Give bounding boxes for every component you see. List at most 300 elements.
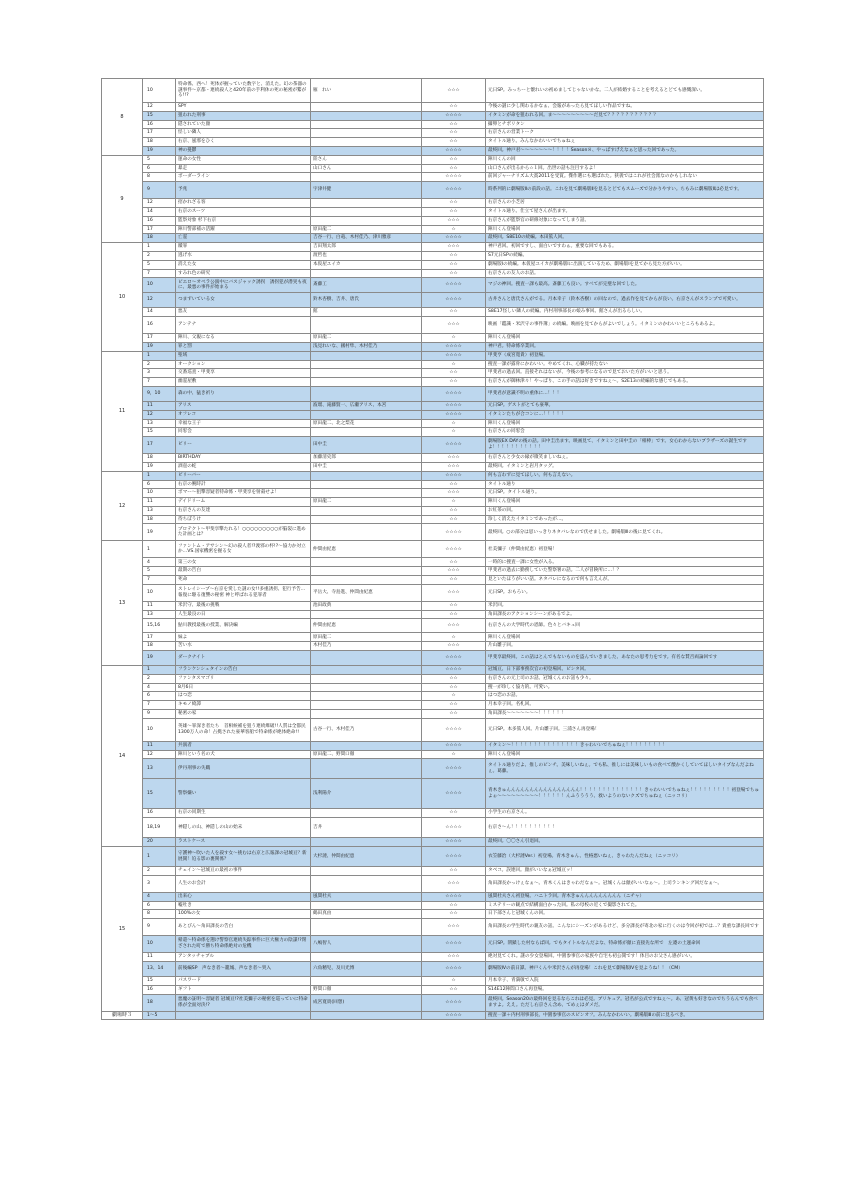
rating-stars-cell: ☆☆☆☆ [422, 838, 486, 847]
guest-cell [311, 386, 422, 401]
rating-stars-cell: ☆☆ [422, 378, 486, 387]
episode-number-cell: 12 [143, 410, 176, 419]
comment-cell: 時系列的に劇場版Ⅱの前段の話。これを見て劇場版Ⅱを見るとどてもスムーズで分かりやすい。ちもみに劇場版Ⅱは必見です。 [486, 182, 764, 199]
guest-cell [311, 710, 422, 719]
episode-title-cell: 8月6日 [176, 683, 311, 692]
episode-number-cell: 5 [143, 155, 176, 164]
rating-stars-cell: ☆☆☆☆ [422, 718, 486, 741]
episode-row [102, 182, 764, 199]
episode-title-cell: プロテクト〜甲斐享撃たれる！○○○○○○○○○が脳裂に進めた計画とは？ [176, 524, 311, 541]
guest-cell [311, 701, 422, 710]
episode-row [102, 293, 764, 308]
guest-cell [311, 111, 422, 120]
episode-title-cell: オフレコ [176, 410, 311, 419]
comment-cell: 角田課長かっけぇなぁ〜。青木くんはきゃわだなぁ〜。冠城くんは顔がいいなぁ〜。上司ランキング回だなぁ〜。 [486, 875, 764, 892]
episode-row [102, 251, 764, 260]
rating-stars-cell: ☆☆☆☆ [422, 818, 486, 838]
rating-stars-cell: ☆☆☆☆ [422, 524, 486, 541]
episode-row [102, 901, 764, 910]
rating-stars-cell: ☆☆☆☆ [422, 146, 486, 155]
episode-number-cell: 17 [143, 633, 176, 642]
guest-cell [311, 919, 422, 936]
comment-cell: はつ恋のお話。 [486, 692, 764, 701]
comment-cell: タイトル通りだよ、推しのピンチ。美味しいねぇ。でも私、推しには美味しいもの食べて酸かくしていてほしいタイプなんだよねぇ。葛藤。 [486, 759, 764, 779]
guest-cell: 池田政典 [311, 601, 422, 610]
episode-row [102, 120, 764, 129]
episode-row [102, 138, 764, 147]
rating-stars-cell: ☆☆ [422, 164, 486, 173]
episode-row [102, 962, 764, 977]
episode-row [102, 750, 764, 759]
episode-row [102, 936, 764, 953]
episode-title-cell: ピエロ〜オペラ公演中にバスジャック誘拐 誘拐犯が潜実も夜に、最悪の事件が始まる [176, 278, 311, 293]
comment-cell: 右京さんが監察官の研修対象になってしまう話。 [486, 216, 764, 225]
episode-row [102, 674, 764, 683]
guest-cell [311, 103, 422, 112]
episode-row [102, 278, 764, 293]
episode-title-cell: BIRTHDAY [176, 454, 311, 463]
rating-stars-cell: ☆☆☆☆ [422, 342, 486, 351]
episode-number-cell: 18,19 [143, 818, 176, 838]
rating-stars-cell: ☆☆ [422, 576, 486, 585]
episode-title-cell: 怪しい隣人 [176, 129, 311, 138]
rating-stars-cell: ☆☆☆ [422, 489, 486, 498]
guest-cell [311, 120, 422, 129]
episode-row [102, 369, 764, 378]
episode-number-cell: 5 [143, 567, 176, 576]
comment-cell: 最終回。S8E10の続編。本田篤人回。 [486, 234, 764, 243]
episode-row [102, 378, 764, 387]
episode-title-cell: 悪友 [176, 308, 311, 317]
episode-row [102, 129, 764, 138]
rating-stars-cell: ☆☆☆☆ [422, 759, 486, 779]
episode-number-cell: 17 [143, 437, 176, 454]
episode-number-cell: 8 [143, 910, 176, 919]
episode-number-cell: 9 [143, 919, 176, 936]
episode-number-cell: 19 [143, 524, 176, 541]
comment-cell: 絶対見てくれ。謎の少女登場回。中園参事官の家族や自宅も初公開です！体目のお父さん感がいい。 [486, 953, 764, 962]
episode-row [102, 498, 764, 507]
episode-number-cell: 18 [143, 642, 176, 651]
episode-row [102, 651, 764, 666]
episode-number-cell: 12 [143, 103, 176, 112]
comment-cell: 日下部さんと冠城くんの回。 [486, 910, 764, 919]
rating-stars-cell: ☆☆ [422, 138, 486, 147]
rating-stars-cell: ☆☆ [422, 369, 486, 378]
episode-number-cell: 15 [143, 111, 176, 120]
episode-title-cell: アンテナ [176, 317, 311, 334]
episode-number-cell: 1 [143, 471, 176, 480]
episode-title-cell: 神の憂鬱 [176, 146, 311, 155]
rating-stars-cell: ☆☆☆ [422, 619, 486, 633]
season-number-cell: 10 [102, 243, 143, 352]
episode-title-cell: オークション [176, 360, 311, 369]
episode-number-cell: 18 [143, 994, 176, 1011]
episode-row [102, 541, 764, 558]
episode-number-cell: 16 [143, 809, 176, 818]
guest-cell [311, 953, 422, 962]
rating-stars-cell: ☆☆☆☆ [422, 936, 486, 953]
comment-cell: 風間杜夫さん初登場。ハニトラ回。青木きゅんんんんんんんんん（ニチャ） [486, 892, 764, 901]
episode-title-cell: あとびん〜角田課長の告白 [176, 919, 311, 936]
episode-title-cell: 米沢守、最後の挑戦 [176, 601, 311, 610]
rating-stars-cell: ☆☆☆ [422, 79, 486, 103]
guest-cell: 野間口徹 [311, 985, 422, 994]
episode-number-cell: 19 [143, 651, 176, 666]
rating-stars-cell: ☆☆ [422, 308, 486, 317]
comment-cell: 右京さんが御林津々！やっぱり、この手の話は好きですねぇ〜。S2E13の続編的な感じでもある。 [486, 378, 764, 387]
comment-cell: 最終回。神戸君〜〜〜〜〜〜〜！！！！Season８、やっぱすげえなぁと思った回であった。 [486, 146, 764, 155]
episode-row [102, 558, 764, 567]
rating-stars-cell: ☆☆ [422, 515, 486, 524]
episode-title-cell: 警察嫌い [176, 779, 311, 809]
guest-cell: 田中圭 [311, 462, 422, 471]
episode-number-cell: 10 [143, 718, 176, 741]
guest-cell: 吉井 [311, 818, 422, 838]
episode-row [102, 489, 764, 498]
comment-cell: 冠城亘、日下部事務次官の初登場回。ピシタ回。 [486, 666, 764, 675]
comment-cell: 捜査一課＋内村刑事部長、中園参事官のスピンオフ。みんなかわいい。劇場版Ⅲの前に見るべき。 [486, 1011, 764, 1020]
comment-cell: 元日SP。おもろい。 [486, 584, 764, 601]
guest-cell: 陸さん [311, 155, 422, 164]
episode-number-cell: 4 [143, 558, 176, 567]
episode-number-cell: 10 [143, 278, 176, 293]
episode-row [102, 759, 764, 779]
rating-stars-cell: ☆ [422, 977, 486, 986]
rating-stars-cell: ☆☆ [422, 207, 486, 216]
rating-stars-cell: ☆☆ [422, 480, 486, 489]
comment-cell: 捜査一課が露骨にかわいい。やめてくれ、心臓が持たない [486, 360, 764, 369]
episode-title-cell: 右京の腕時計 [176, 480, 311, 489]
comment-cell: 最終回。〇〇さん引退回。 [486, 838, 764, 847]
episode-number-cell: 6 [143, 164, 176, 173]
episode-number-cell: 4 [143, 892, 176, 901]
episode-title-cell: ビリー [176, 437, 311, 454]
episode-title-cell: ファンタスマゴリ [176, 674, 311, 683]
episode-title-cell: 罪と罰 [176, 342, 311, 351]
comment-cell: イタミン〜！！！！！！！！！！！！！！！きゃわいいでちゅねぇ！！！！！！！！！ [486, 741, 764, 750]
episode-row [102, 977, 764, 986]
episode-title-cell: 右京のスーツ [176, 207, 311, 216]
episode-title-cell: ボーダーライン [176, 173, 311, 182]
episode-title-cell: 暴走 [176, 164, 311, 173]
season-number-cell: 11 [102, 351, 143, 471]
guest-cell [311, 129, 422, 138]
rating-stars-cell: ☆☆☆☆ [422, 278, 486, 293]
episode-number-cell: 9 [143, 182, 176, 199]
rating-stars-cell: ☆☆ [422, 558, 486, 567]
episode-number-cell: 10 [143, 79, 176, 103]
guest-cell: 原田龍二 [311, 334, 422, 343]
guest-cell: 仲間由紀恵 [311, 619, 422, 633]
rating-stars-cell: ☆ [422, 360, 486, 369]
season-number-cell: 9 [102, 155, 143, 242]
comment-cell: 社美彌子（仲間由紀恵）初登場！ [486, 541, 764, 558]
guest-cell [311, 317, 422, 334]
episode-title-cell: 同窓会 [176, 428, 311, 437]
episode-number-cell: 12 [143, 750, 176, 759]
comment-cell: 陣川くん登場回 [486, 334, 764, 343]
episode-row [102, 79, 764, 103]
episode-title-cell: 悪魔の証明〜容疑者 冠城亘!?社美彌子の秘密を巡っていに特命係が全面対決!? [176, 994, 311, 1011]
episode-title-cell: キモノ綺譚 [176, 701, 311, 710]
episode-number-cell: 20 [143, 838, 176, 847]
episode-title-cell: 特命係、西へ！死体が握っていた数字と、消えた。幻の茶器の謎事件〜京都・連続殺人と420年前の手利休の死の秘密が繋がる!!? [176, 79, 311, 103]
episode-row [102, 701, 764, 710]
comment-cell: 見といたほうがいい話。ネタバレになるので何も言えんが。 [486, 576, 764, 585]
episode-title-cell: 狙われた刑事 [176, 111, 311, 120]
episode-number-cell: 16 [143, 216, 176, 225]
rating-stars-cell: ☆ [422, 692, 486, 701]
guest-cell: 古谷一行、木村佳乃 [311, 718, 422, 741]
rating-stars-cell: ☆☆☆☆ [422, 401, 486, 410]
episode-title-cell: 人生最良の日 [176, 610, 311, 619]
episode-number-cell: 10 [143, 489, 176, 498]
comment-cell: イタミンが命を狙われる回。ま〜〜〜〜〜〜〜〜〜だ見て？？？？？？？？？？？ [486, 111, 764, 120]
episode-row [102, 692, 764, 701]
episode-number-cell: 13、14 [143, 962, 176, 977]
episode-row [102, 642, 764, 651]
comment-cell: 右京さんの営業トーク [486, 129, 764, 138]
guest-cell [311, 207, 422, 216]
comment-cell: 最終回。Season20の最終回を見るならこれは必見。ブリキュア。冠名が公式ですねぇ〜。あ、冠黄も好きなのでちうらんでも食べますよ。ええ。ただし右京さん含め、てめぇはダメだ。 [486, 994, 764, 1011]
comment-cell: 月本幸子、青満敏で入院 [486, 977, 764, 986]
episode-row [102, 818, 764, 838]
guest-cell: 浅見れいな、國村隼、木村佳乃 [311, 342, 422, 351]
rating-stars-cell: ☆ [422, 750, 486, 759]
comment-cell: 元日SP。閉鎖した村ならば回。でもタイトルなんだよな、特命係が顔に直接先な所で 左遷の土運命回 [486, 936, 764, 953]
episode-row [102, 146, 764, 155]
comment-cell: 神戸君回。初回ですし、面白いですわぁ。重要な回でもある。 [486, 243, 764, 252]
episode-title-cell: 右京の同期生 [176, 809, 311, 818]
episode-title-cell: ボマー〜狙撃容疑者特命係・甲斐享を射殺せよ！ [176, 489, 311, 498]
guest-cell [311, 410, 422, 419]
episode-number-cell: 6 [143, 480, 176, 489]
episode-title-cell: 聖域 [176, 351, 311, 360]
episode-title-cell: 贖罪 [176, 243, 311, 252]
rating-stars-cell: ☆☆☆☆ [422, 351, 486, 360]
comment-cell: 片山雛子回。 [486, 642, 764, 651]
rating-stars-cell: ☆☆ [422, 129, 486, 138]
comment-cell: 前回ジャーナリズム大賞2011を受賞。傑作選にも選ばれた。狭義ではこれが社会派なのかもしれない [486, 173, 764, 182]
comment-cell: 青木きゅんんんんんんんんんんんんんんんん！！！！！！！！！！！！！！きゃわいいでちゅねぇ！！！！！！！！！初登場でちゅよぉ〜〜〜〜〜〜〜〜〜！！！！！！んふうううう、救いようのないクズでちゅねぇ（ニッコリ） [486, 779, 764, 809]
episode-row [102, 892, 764, 901]
guest-cell [311, 138, 422, 147]
guest-cell: 原田龍二 [311, 498, 422, 507]
episode-row [102, 838, 764, 847]
guest-cell: 吉田翔太郎 [311, 243, 422, 252]
episode-number-cell: 1 [143, 541, 176, 558]
episode-title-cell: 人生のお会計 [176, 875, 311, 892]
episode-title-cell: ギフト [176, 985, 311, 994]
comment-cell: 角田課長〜〜〜〜〜〜〜！！！！！！ [486, 710, 764, 719]
episode-number-cell: 6 [143, 901, 176, 910]
rating-stars-cell: ☆☆☆ [422, 919, 486, 936]
episode-title-cell: フランケンシュタインの告白 [176, 666, 311, 675]
guest-cell: 原田龍二、北之梨花 [311, 419, 422, 428]
guest-cell [311, 471, 422, 480]
season-number-cell: 12 [102, 471, 143, 541]
rating-stars-cell: ☆ [422, 419, 486, 428]
episode-title-cell: 英雄〜罪深き者たち 首相候補を狙う連続爆破!!人質は全都民1300万人の命！占拠された豪華客船で特命係が絶体絶命!! [176, 718, 311, 741]
episode-title-cell: ストレイシープ〜右京を愛した謎の女!!多重誘拐、犯行予告…報復に駆る復讐の秘密 神と呼ばれる犯罪者 [176, 584, 311, 601]
episode-row [102, 103, 764, 112]
episode-number-cell: 1 [143, 666, 176, 675]
episode-title-cell: アリス [176, 401, 311, 410]
episode-title-cell: 交番巡査・甲斐享 [176, 369, 311, 378]
rating-stars-cell: ☆ [422, 633, 486, 642]
episode-number-cell: 10 [143, 584, 176, 601]
episode-number-cell: 15 [143, 779, 176, 809]
episode-row [102, 610, 764, 619]
guest-cell [311, 809, 422, 818]
rating-stars-cell: ☆☆☆ [422, 584, 486, 601]
guest-cell: 館 [311, 308, 422, 317]
rating-stars-cell: ☆☆ [422, 506, 486, 515]
guest-cell [311, 901, 422, 910]
rating-stars-cell: ☆☆☆☆ [422, 779, 486, 809]
guest-cell [311, 506, 422, 515]
episode-title-cell: 守護神〜吹いた人を殺す女〜挑むは右京と広報課の冠城亘？新展開！迫る影の裏関係？ [176, 847, 311, 867]
rating-stars-cell: ☆☆ [422, 701, 486, 710]
episode-row [102, 779, 764, 809]
comment-cell: 一時的に捜査一課に女性が入る。 [486, 558, 764, 567]
guest-cell [311, 489, 422, 498]
episode-title-cell: つまずいている女 [176, 293, 311, 308]
episode-title-cell: 神隠しの山、神隠しの山の始末 [176, 818, 311, 838]
rating-stars-cell: ☆☆☆☆ [422, 410, 486, 419]
rating-stars-cell: ☆☆☆ [422, 567, 486, 576]
episode-number-cell: 16 [143, 120, 176, 129]
comment-cell: S8E17怪しい隣人の続編。内村刑事部長の娘み事回。館さんが出るらしい。 [486, 308, 764, 317]
guest-cell [311, 351, 422, 360]
episode-row [102, 111, 764, 120]
episode-row [102, 428, 764, 437]
episode-title-cell: 出来心 [176, 892, 311, 901]
rating-stars-cell: ☆☆☆☆ [422, 471, 486, 480]
comment-cell: 衣笠藤治（大杉漣Ver.）初登場。青木きゅん、性格悪いねぇ、きゃわたんだねぇ（ニッコリ） [486, 847, 764, 867]
rating-stars-cell: ☆☆ [422, 809, 486, 818]
episode-title-cell: 隠されていた顔 [176, 120, 311, 129]
rating-stars-cell: ☆☆☆ [422, 462, 486, 471]
episode-row [102, 741, 764, 750]
episode-number-cell: 13 [143, 610, 176, 619]
rating-stars-cell: ☆☆☆☆ [422, 892, 486, 901]
guest-cell [311, 867, 422, 876]
comment-cell: ミステリーの観点で結構面白かった回。私の母校の近くで撮影されてた。 [486, 901, 764, 910]
rating-stars-cell: ☆☆ [422, 867, 486, 876]
episode-row [102, 342, 764, 351]
guest-cell [311, 524, 422, 541]
episode-title-cell: 消えた女 [176, 260, 311, 269]
comment-cell: 米沢回。 [486, 601, 764, 610]
guest-cell: 山口さん [311, 164, 422, 173]
rating-stars-cell: ☆☆☆☆ [422, 962, 486, 977]
episode-title-cell: 酒壺の蛇 [176, 462, 311, 471]
rating-stars-cell: ☆☆☆☆ [422, 437, 486, 454]
guest-cell: 鶴田真由 [311, 910, 422, 919]
comment-cell: 陣川くん登場回 [486, 498, 764, 507]
comment-cell: 最終回。イタミンと岩月タッグ。 [486, 462, 764, 471]
episode-title-cell: 100%の女 [176, 910, 311, 919]
guest-cell [311, 360, 422, 369]
comment-cell: 劇場版Ⅳの前日譚。神戸くんや米沢さんが再登場！これを見て劇場版Ⅳを見ようね！！（CM） [486, 962, 764, 977]
guest-cell: 原田龍二、野間口徹 [311, 750, 422, 759]
episode-row [102, 601, 764, 610]
comment-cell: 角田課長の学生時代の親友の話。こんなにシーズンがあるけど、多分課長が寄北の家に行くのは今回が初では…？貴重な課長回です [486, 919, 764, 936]
rating-stars-cell: ☆☆☆☆ [422, 1011, 486, 1020]
rating-stars-cell: ☆☆☆ [422, 642, 486, 651]
episode-number-cell: 19 [143, 462, 176, 471]
rating-stars-cell: ☆☆ [422, 251, 486, 260]
episode-title-cell [176, 1011, 311, 1020]
guest-cell: 田中圭 [311, 437, 422, 454]
episode-row [102, 207, 764, 216]
comment-cell: 月本幸子回。名札回。 [486, 701, 764, 710]
episode-title-cell: 幸福な王子 [176, 419, 311, 428]
comment-cell: 右京さんの元上司のお話。冠城くんのお話も少々。 [486, 674, 764, 683]
episode-title-cell: 監察対象 杉下右京 [176, 216, 311, 225]
guest-cell: 渡哲也 [311, 251, 422, 260]
comment-cell: 甲斐君が意識不明の重体に…！！！ [486, 386, 764, 401]
rating-stars-cell: ☆☆☆ [422, 317, 486, 334]
episode-title-cell: 妹よ [176, 633, 311, 642]
guest-cell [311, 977, 422, 986]
comment-cell: タイトル通り。みんなかわいいでちゅねぇ [486, 138, 764, 147]
episode-row [102, 919, 764, 936]
comment-cell: 今後の謎に少し関わるかなぁ、会報があったら見てほしい作品ですね。 [486, 103, 764, 112]
season-number-cell: 劇場時３ [102, 1011, 143, 1020]
rating-stars-cell: ☆☆☆☆ [422, 293, 486, 308]
episode-title-cell: チェイン〜冠城亘の最初の事件 [176, 867, 311, 876]
episode-row [102, 351, 764, 360]
episode-title-cell: はつ恋 [176, 692, 311, 701]
episode-title-cell: 運命の女性 [176, 155, 311, 164]
episode-title-cell: ダークナイト [176, 651, 311, 666]
guest-cell [311, 428, 422, 437]
episode-table-body [102, 79, 764, 1020]
episode-number-cell: 4 [143, 683, 176, 692]
episode-number-cell: 11 [143, 953, 176, 962]
comment-cell: 神戸君。特命係卒業回。 [486, 342, 764, 351]
guest-cell [311, 838, 422, 847]
episode-row [102, 875, 764, 892]
episode-title-cell: 亡霊 [176, 234, 311, 243]
episode-row [102, 454, 764, 463]
episode-number-cell: 11 [143, 401, 176, 410]
episode-row [102, 173, 764, 182]
episode-number-cell: 2 [143, 867, 176, 876]
episode-number-cell: 9，10 [143, 386, 176, 401]
comment-cell: 右京さんと少女の縁が微笑ましいねぇ。 [486, 454, 764, 463]
guest-cell [311, 875, 422, 892]
comment-cell: 古井さんと唐氏さんがでる。月本幸子（鈴木杏樹）の回なので、過去作を見てからが良い。右京さんがスランプで可愛い。 [486, 293, 764, 308]
episode-number-cell: 18 [143, 138, 176, 147]
episode-title-cell: 陣川警部補の活躍 [176, 225, 311, 234]
rating-stars-cell: ☆☆☆ [422, 243, 486, 252]
rating-stars-cell: ☆☆ [422, 683, 486, 692]
episode-title-cell: 前後編SP 声なき者〜籠城、声なき者〜突入 [176, 962, 311, 977]
episode-row [102, 985, 764, 994]
episode-number-cell: 13 [143, 419, 176, 428]
guest-cell [311, 666, 422, 675]
comment-cell: 劇場版Ⅰの続編。本仮屋ユイカが劇場版Ⅰに出演しているため、劇場版Ⅰを見てから見た方がいい。 [486, 260, 764, 269]
comment-cell: タイトル通り。仕立て屋さんが出ます。 [486, 207, 764, 216]
episode-row [102, 809, 764, 818]
guest-cell: 仲間由紀恵 [311, 541, 422, 558]
episode-number-cell: 2 [143, 251, 176, 260]
episode-title-cell: 予兆 [176, 182, 311, 199]
